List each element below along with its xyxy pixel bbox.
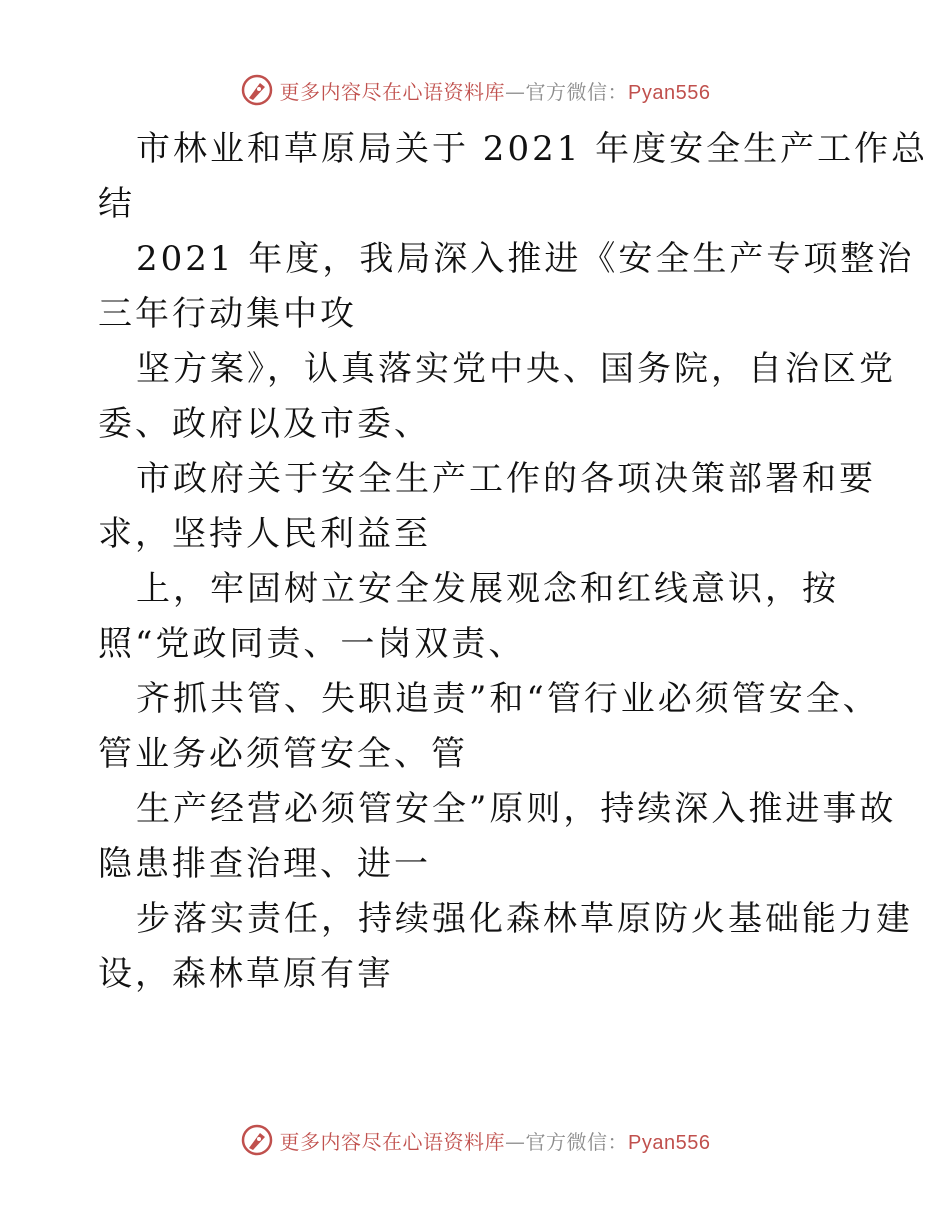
watermark-site-name: 更多内容尽在心语资料库 [279,1129,506,1154]
text-line: 隐患排查治理、进一 [98,844,431,884]
watermark-wechat-id: Pyan556 [628,1131,711,1154]
watermark-text [280,76,711,105]
watermark-wechat-label: 官方微信： [525,1129,629,1154]
text-line: 齐抓共管、失职追责”和“管行业必须管安全、 [136,679,880,719]
watermark-wechat-label: 官方微信： [525,79,629,104]
text-line: 管业务必须管安全、管 [98,734,468,774]
text-line: 委、政府以及市委、 [98,404,431,444]
header-watermark [0,70,950,110]
text-line: 市政府关于安全生产工作的各项决策部署和要 [136,459,876,499]
text-line: 生产经营必须管安全”原则，持续深入推进事故 [136,789,897,829]
pen-nib-logo-icon [240,73,274,107]
text-line: 结 [98,184,135,224]
footer-watermark [0,1120,950,1160]
watermark-site-name: 更多内容尽在心语资料库 [279,79,506,104]
text-line: 市林业和草原局关于 2021 年度安全生产工作总 [136,129,929,169]
text-line: 上，牢固树立安全发展观念和红线意识，按 [136,569,839,609]
watermark-wechat-id: Pyan556 [628,81,711,104]
text-line: 求，坚持人民利益至 [98,514,431,554]
pen-nib-logo-icon [240,1123,274,1157]
watermark-dash: — [505,79,526,104]
text-line: 坚方案》，认真落实党中央、国务院，自治区党 [136,349,896,389]
text-line: 步落实责任，持续强化森林草原防火基础能力建 [136,899,913,939]
watermark-text [280,1126,711,1155]
text-line: 照“党政同责、一岗双责、 [98,624,526,664]
watermark-dash: — [505,1129,526,1154]
document-body [98,122,929,1002]
text-line: 三年行动集中攻 [98,294,357,334]
text-line: 2021 年度，我局深入推进《安全生产专项整治 [136,239,915,279]
text-line: 设，森林草原有害 [98,954,394,994]
